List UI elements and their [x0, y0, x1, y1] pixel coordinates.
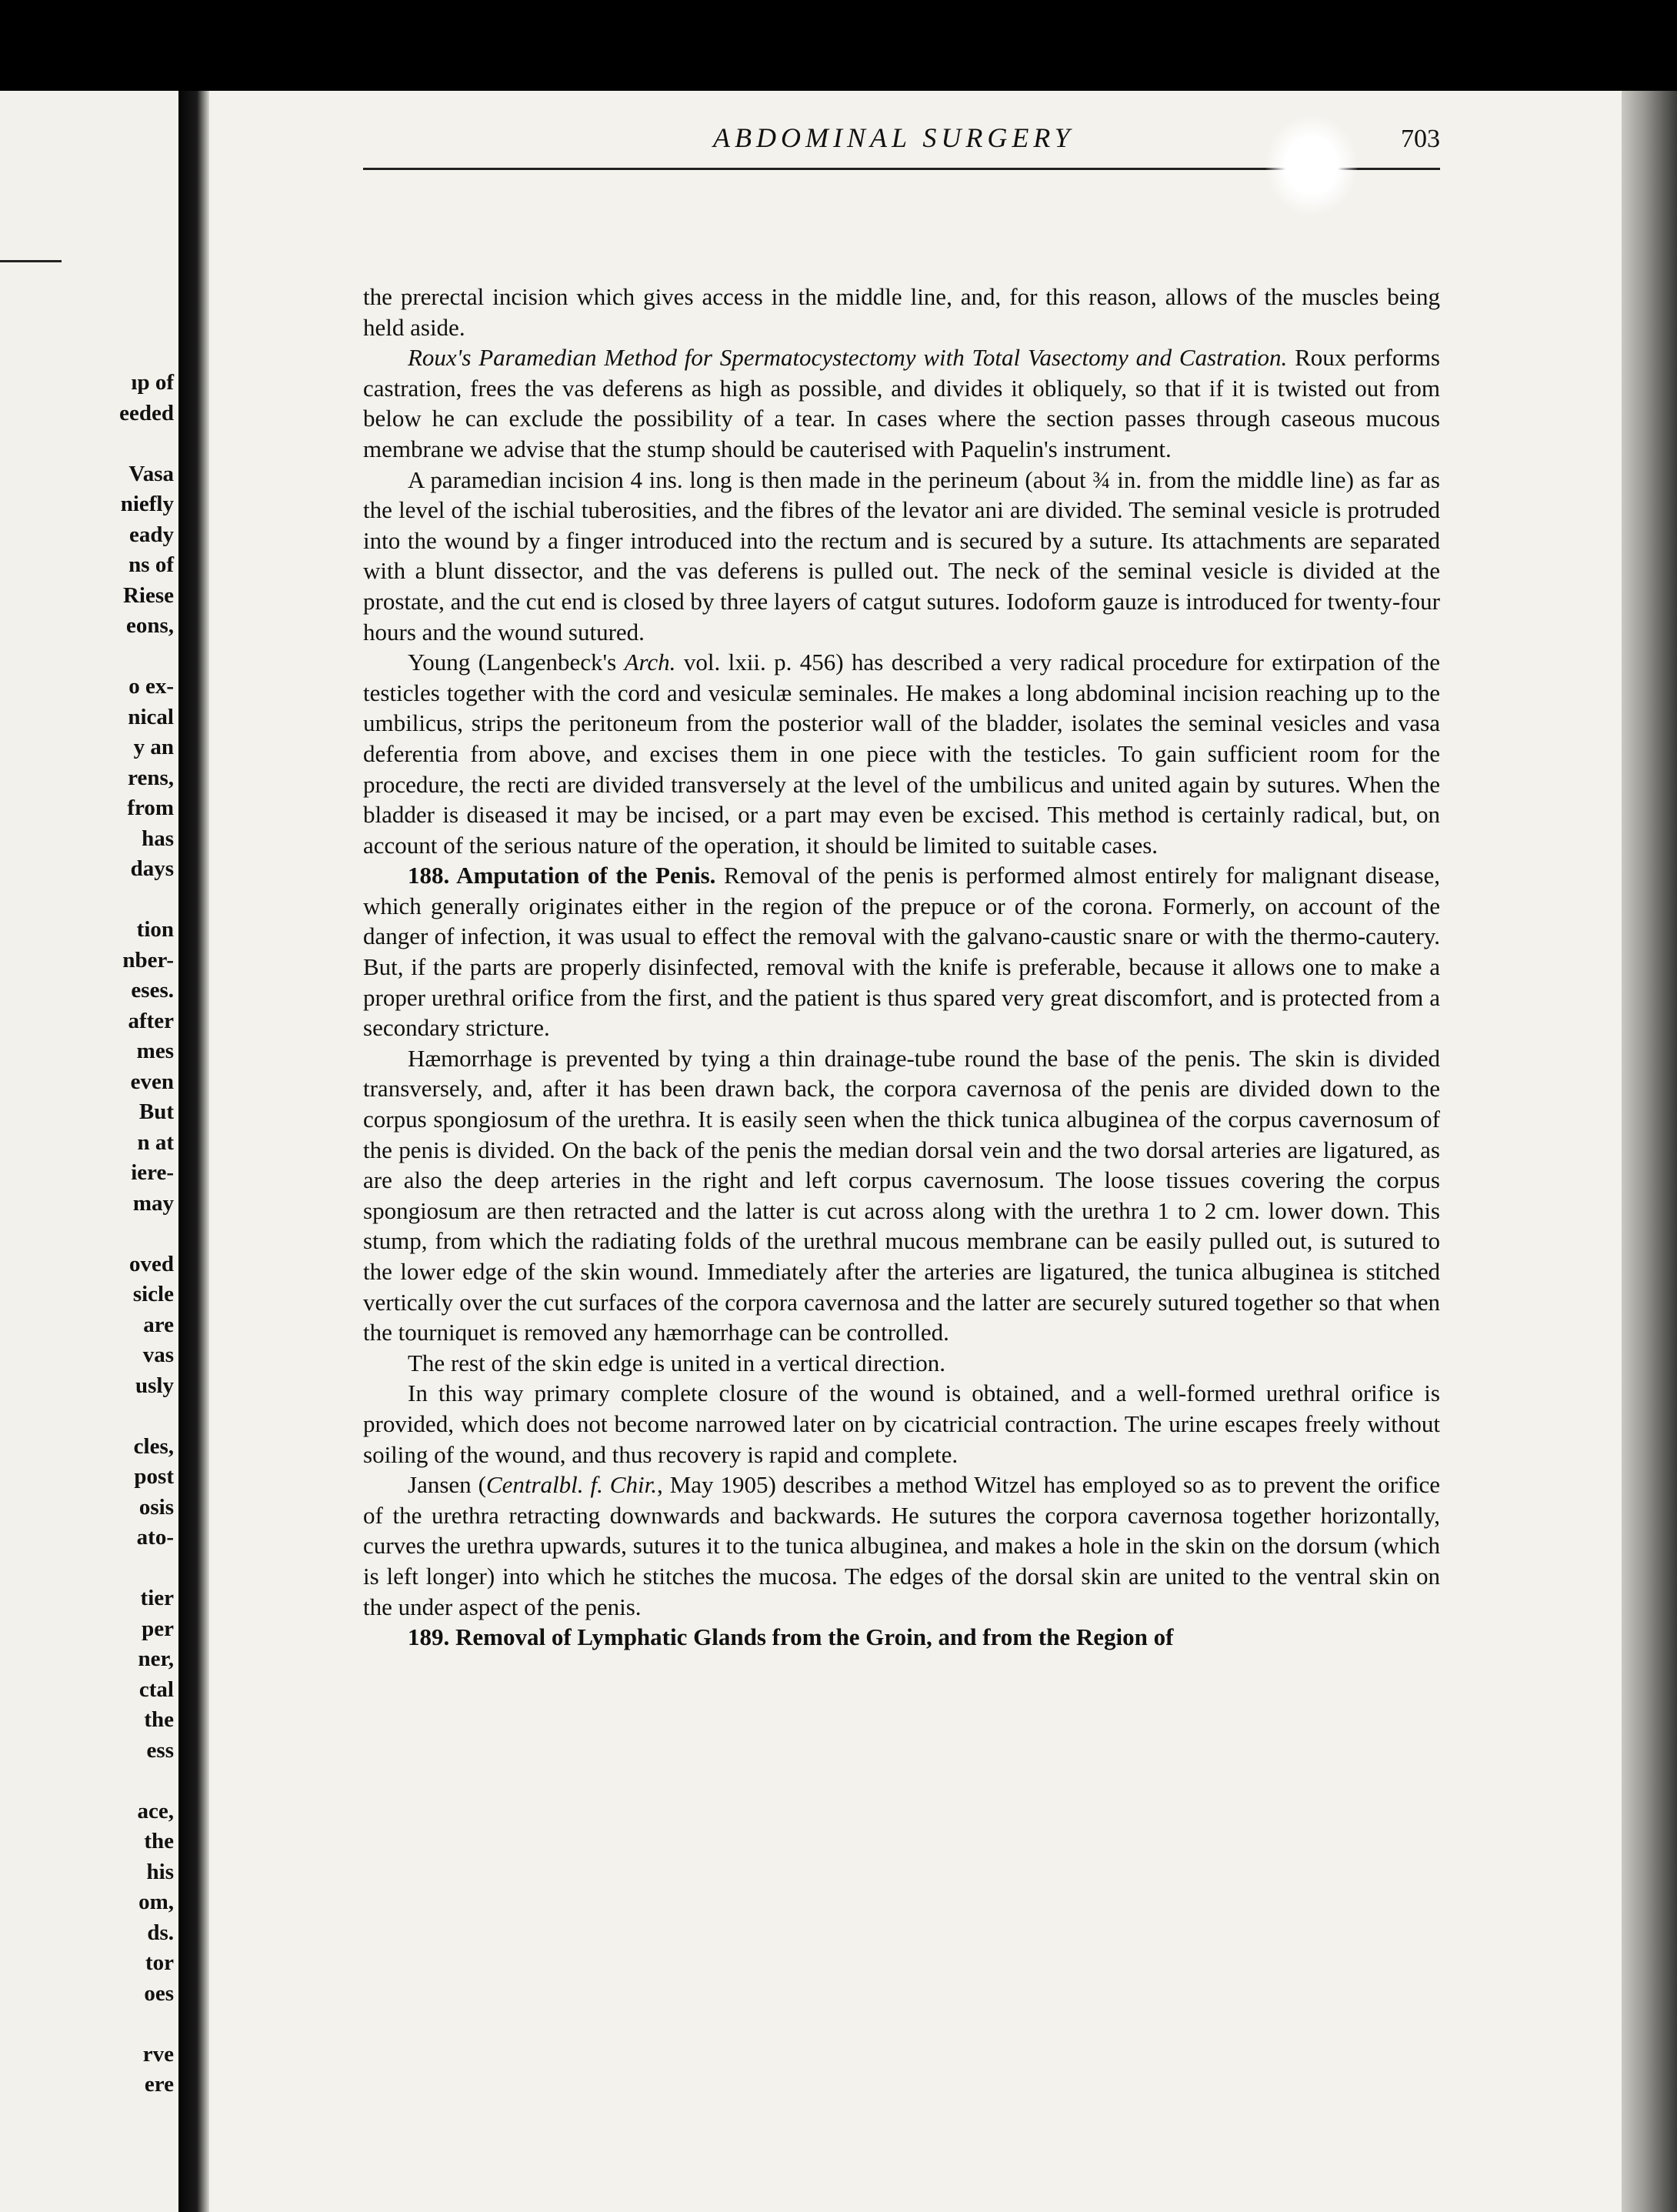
left-page-fragment: mes [136, 1039, 174, 1063]
left-page-fragment: ere [144, 2072, 174, 2097]
left-page-fragment: cles, [133, 1433, 174, 1459]
left-page-fragment [119, 2009, 174, 2040]
paragraph: A paramedian incision 4 ins. long is then made in the perineum (about ¾ in. from the middle line) as far as the level of the ischial tuberosities, and the fibres of the levator ani are divided. The seminal vesicle is protruded into the wound by a finger introduced into the rectum and is secured by a suture. Its attachments are separated with a blunt dissector, and the vas deferens is pulled out. The neck of the seminal vesicle is divided at the prostate, and the cut end is closed by three layers of catgut sutures. Iodoform gauze is introduced for twenty-four hours and the wound sutured. [363, 465, 1440, 646]
left-page-fragment: per [142, 1616, 174, 1641]
left-page-fragment: Vasa [128, 461, 174, 486]
left-page-fragment: tier [140, 1586, 174, 1610]
left-page-fragment: ıp of [131, 370, 174, 395]
left-page-fragment: niefly [120, 492, 174, 516]
left-page-fragment [119, 642, 174, 672]
left-page-fragment: rve [142, 2041, 174, 2067]
left-page-fragment [119, 429, 174, 459]
left-page-fragment [119, 885, 174, 916]
left-page-fragment: ner, [138, 1646, 174, 1671]
left-page-fragment: y an [133, 735, 174, 759]
left-page-fragment: post [134, 1464, 174, 1489]
left-page-fragment: ato- [136, 1525, 174, 1550]
left-page-fragment: sicle [132, 1282, 174, 1306]
body-text [363, 282, 1440, 1653]
left-page-fragment: usly [135, 1373, 174, 1398]
left-page-fragment: the [144, 1707, 174, 1732]
paragraph-text: Young (Langenbeck's [408, 649, 625, 676]
left-facing-page [0, 91, 178, 2212]
paragraph-title: Roux's Paramedian Method for Spermatocystectomy with Total Vasectomy and Castration. [408, 344, 1288, 372]
paragraph: Hæmorrhage is prevented by tying a thin drainage-tube round the base of the penis. The skin is divided transversely, and, after it has been drawn back, the corpora cavernosa of the penis are divided down to the corpus spongiosum of the urethra. It is easily seen when the thick tunica albuginea of the corpus cavernosum of the penis is divided. On the back of the penis the median dorsal vein and the two dorsal arteries are ligatured, as are also the deep arteries in the right and left corpus cavernosum. The loose tissues covering the corpus spongiosum are then retracted and the latter is cut across along with the urethra 1 to 2 cm. lower down. This stump, from which the radiating folds of the urethral mucous membrane can be easily pulled out, is sutured to the lower edge of the skin wound. Immediately after the arteries are ligatured, the tunica albuginea is stitched vertically over the cut surfaces of the corpora cavernosa and the latter are securely sutured together so that when the tourniquet is removed any hæmorrhage can be controlled. [363, 1044, 1440, 1346]
citation-italic: Arch. [624, 649, 676, 676]
left-page-fragment: om, [138, 1890, 174, 1914]
left-page-fragment: ess [146, 1737, 174, 1763]
left-page-fragment: n at [137, 1129, 174, 1155]
paragraph [363, 1622, 1440, 1653]
left-page-fragment: eses. [131, 978, 174, 1003]
paragraph [363, 647, 1440, 860]
left-page-fragment: vas [142, 1343, 174, 1367]
left-page-fragment: oes [144, 1980, 174, 2006]
left-page-fragment: tion [136, 917, 174, 942]
scan-blemish [1265, 115, 1358, 215]
section-heading: 189. Removal of Lymphatic Glands from the Groin, and from the Region of [408, 1623, 1174, 1651]
left-page-fragment: rens, [128, 765, 174, 790]
left-page-rule [0, 260, 62, 262]
running-title: ABDOMINAL SURGERY [713, 122, 1075, 153]
left-page-fragment: tor [145, 1950, 174, 1975]
paragraph: In this way primary complete closure of the wound is obtained, and a well-formed urethral orifice is provided, which does not become narrowed later on by cicatricial contraction. The urine escapes freely without soiling of the wound, and thus recovery is rapid and complete. [363, 1380, 1440, 1468]
left-page-fragment [119, 1553, 174, 1584]
left-page-fragment: osis [138, 1494, 174, 1520]
left-page-fragment [119, 1401, 174, 1432]
left-page-fragment: But [138, 1099, 174, 1124]
citation-italic: Centralbl. f. Chir. [485, 1471, 657, 1499]
paragraph: the prerectal incision which gives access in the middle line, and, for this reason, allows of the muscles being held aside. [363, 283, 1440, 341]
left-page-fragment: oved [129, 1251, 174, 1276]
paragraph-text: Roux performs castration, frees the vas deferens as high as possible, and divides it obliquely, so that if it is twisted out from below he can exclude the possibility of a tear. In cases where the section passes through caseous mucous membrane we advise that the stump should be cauterised with Paquelin's instrument. [363, 344, 1441, 462]
left-page-fragment: iere- [131, 1160, 174, 1185]
left-page-fragment: the [144, 1829, 174, 1853]
left-page-fragments [119, 368, 174, 2100]
left-page-fragment: ds. [147, 1920, 174, 1945]
left-page-fragment: has [142, 826, 174, 851]
left-page-fragment: his [146, 1859, 174, 1884]
left-page-fragment: eeded [119, 400, 174, 425]
left-page-fragment: eons, [125, 613, 174, 638]
section-heading: 188. Amputation of the Penis. [408, 862, 716, 889]
right-page-edge [1622, 91, 1677, 2212]
left-page-fragment: days [130, 856, 174, 881]
page-number: 703 [1401, 125, 1440, 153]
paragraph [363, 342, 1440, 464]
paragraph: The rest of the skin edge is united in a vertical direction. [408, 1349, 945, 1376]
left-page-fragment: Riese [122, 582, 174, 608]
paragraph [363, 860, 1440, 1043]
left-page-fragment: after [128, 1008, 174, 1033]
left-page-fragment: even [130, 1069, 174, 1094]
paragraph [363, 1470, 1440, 1622]
paragraph-text: , May 1905) describes a method Witzel has employed so as to prevent the orifice of the urethra retracting downwards and backwards. He sutures the corpora cavernosa together horizontally, curves the urethra upwards, sutures it to the tunica albuginea, and makes a hole in the skin on the dorsum (which is left longer) into which he stitches the mucosa. The edges of the dorsal skin are united to the ventral skin on the under aspect of the penis. [363, 1471, 1440, 1620]
left-page-fragment: o ex- [128, 674, 174, 699]
left-page-fragment: ns of [128, 552, 174, 577]
left-page-fragment: may [132, 1190, 174, 1216]
left-page-fragment: from [127, 796, 174, 820]
left-page-fragment: eady [129, 522, 174, 547]
left-page-fragment: are [143, 1312, 174, 1337]
paragraph-text: Removal of the penis is performed almost entirely for malignant disease, which generally originates either in the region of the prepuce or of the corona. Formerly, on account of the danger of infection, it was usual to effect the removal with the galvano-caustic snare or with the thermo-cautery. But, if the parts are properly disinfected, removal with the knife is preferable, because it allows one to make a proper urethral orifice from the first, and the patient is thus spared very great discomfort, and is protected from a secondary stricture. [363, 862, 1440, 1042]
paragraph-text: Jansen ( [408, 1471, 486, 1499]
left-page-fragment: ctal [138, 1677, 174, 1702]
left-page-fragment: nical [128, 704, 174, 729]
left-page-fragment [119, 1766, 174, 1797]
left-page-fragment: nber- [122, 947, 174, 973]
left-page-fragment [119, 1219, 174, 1249]
left-page-fragment: ace, [137, 1798, 174, 1823]
paragraph-text: vol. lxii. p. 456) has described a very radical procedure for extirpation of the testicles together with the cord and vesiculæ seminales. He makes a long abdominal incision reaching up to the umbilicus, strips the peritoneum from the posterior wall of the bladder, isolates the seminal vesicles and vasa deferentia from above, and excises them in one piece with the testicles. To gain sufficient room for the procedure, the recti are divided transversely at the level of the umbilicus and united again by sutures. When the bladder is diseased it may be incised, or a part may even be excised. This method is certainly radical, but, on account of the serious nature of the operation, it should be limited to suitable cases. [363, 649, 1441, 859]
book-gutter [178, 91, 209, 2212]
